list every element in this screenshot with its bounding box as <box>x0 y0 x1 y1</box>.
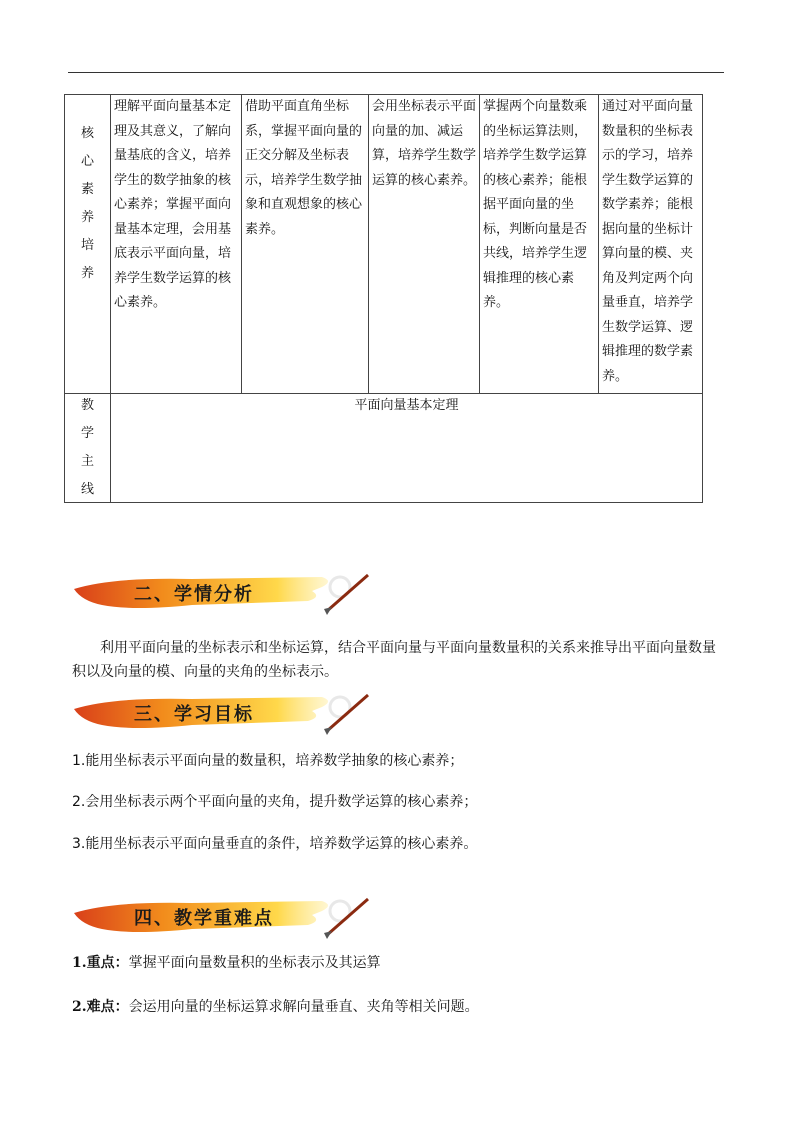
label-char: 养 <box>80 266 94 281</box>
section-banner-analysis <box>72 571 372 617</box>
row-label-core-literacy <box>65 95 111 394</box>
section-banner-key-points <box>72 895 372 941</box>
difficult-point-text: 会运用向量的坐标运算求解向量垂直、夹角等相关问题。 <box>128 999 479 1015</box>
difficult-point-label: 2.难点： <box>72 999 129 1015</box>
table-cell <box>242 95 369 394</box>
table-cell <box>480 95 599 394</box>
table-cell <box>111 95 242 394</box>
cell-text-theorem: 理解平面向量基本定理及其意义，了解向量基底的含义，培养学生的数学抽象的核心素养；掌握平面向量基本定理，会用基底表示平面向量，培养学生数学运算的核心素养。 <box>114 99 232 310</box>
objective-item: 1.能用坐标表示平面向量的数量积，培养数学抽象的核心素养； <box>72 753 464 769</box>
header-rule <box>68 72 724 73</box>
objective-item: 3.能用坐标表示平面向量垂直的条件，培养数学运算的核心素养。 <box>72 836 478 852</box>
label-char: 学 <box>80 426 94 441</box>
label-char: 素 <box>80 182 94 197</box>
label-char: 养 <box>80 210 94 225</box>
label-char: 培 <box>80 238 94 253</box>
cell-text-dot-product: 通过对平面向量数量积的坐标表示的学习，培养学生数学运算的数学素养；能根据向量的坐标计算向量的模、夹角及判定两个向量垂直，培养学生数学运算、逻辑推理的数学素养。 <box>602 99 694 384</box>
main-line-text: 平面向量基本定理 <box>354 398 459 413</box>
label-char: 核 <box>80 126 94 141</box>
label-char: 心 <box>80 154 94 169</box>
section-title: 二、学情分析 <box>134 584 254 605</box>
core-literacy-table <box>64 94 703 503</box>
key-point-label: 1.重点： <box>72 955 129 971</box>
key-point-text: 掌握平面向量数量积的坐标表示及其运算 <box>128 955 381 971</box>
cell-text-scalar: 掌握两个向量数乘的坐标运算法则，培养学生数学运算的核心素养；能根据平面向量的坐标，判断向量是否共线，培养学生逻辑推理的核心素养。 <box>483 99 588 310</box>
section-banner-objectives <box>72 691 372 737</box>
cell-text-coordinates: 借助平面直角坐标系，掌握平面向量的正交分解及坐标表示，培养学生数学抽象和直观想象的核心素养。 <box>245 99 363 237</box>
row-label-main-line <box>65 394 111 503</box>
label-char: 线 <box>80 482 94 497</box>
section-title: 四、教学重难点 <box>134 908 274 929</box>
key-point <box>72 952 381 972</box>
table-row <box>65 95 703 394</box>
table-row <box>65 394 703 503</box>
cell-text-add-sub: 会用坐标表示平面向量的加、减运算，培养学生数学运算的核心素养。 <box>372 99 477 188</box>
label-char: 主 <box>80 454 94 469</box>
table-cell <box>369 95 480 394</box>
learning-analysis-text: 利用平面向量的坐标表示和坐标运算，结合平面向量与平面向量数量积的关系来推导出平面向量数量积以及向量的模、向量的夹角的坐标表示。 <box>72 640 716 680</box>
difficult-point <box>72 996 479 1016</box>
section-title: 三、学习目标 <box>134 704 254 725</box>
objective-item: 2.会用坐标表示两个平面向量的夹角，提升数学运算的核心素养； <box>72 794 478 810</box>
main-line-cell <box>111 394 703 503</box>
table-cell <box>599 95 703 394</box>
label-char: 教 <box>80 398 94 413</box>
